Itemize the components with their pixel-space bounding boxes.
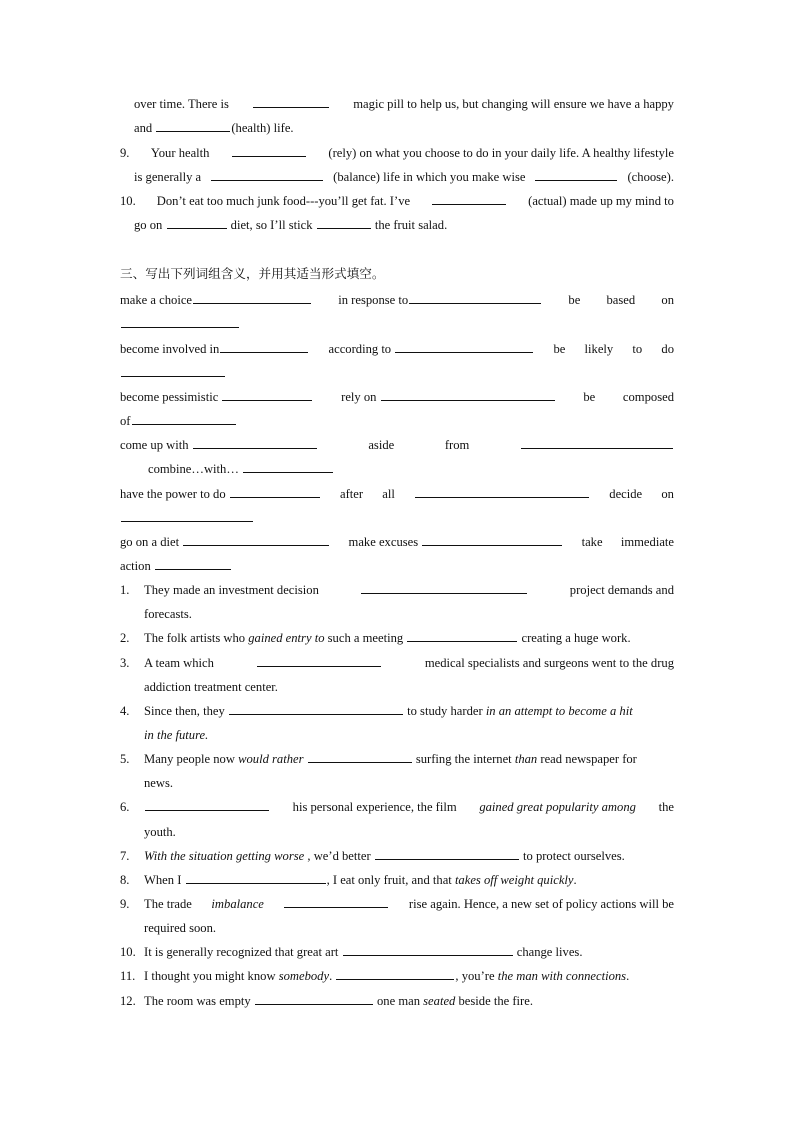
answer-blank[interactable] bbox=[521, 437, 673, 449]
phrase-word: be bbox=[568, 293, 581, 307]
question-text: The folk artists who bbox=[144, 631, 246, 645]
answer-blank[interactable] bbox=[407, 630, 517, 642]
answer-blank[interactable] bbox=[193, 292, 311, 304]
question-number: 7. bbox=[120, 849, 130, 863]
phrase-row-6b bbox=[120, 558, 794, 574]
para-line-2 bbox=[134, 120, 794, 136]
phrase: according to bbox=[328, 342, 392, 356]
key-phrase: seated bbox=[423, 994, 456, 1008]
question-9-line-2 bbox=[0, 169, 794, 185]
question-number: 10. bbox=[120, 194, 136, 208]
answer-blank[interactable] bbox=[336, 968, 454, 980]
question-9-line-1 bbox=[0, 145, 794, 161]
phrase-row-2b bbox=[120, 365, 794, 381]
phrase-row-4b bbox=[148, 461, 794, 477]
answer-blank[interactable] bbox=[535, 169, 617, 181]
phrase-word: composed bbox=[622, 390, 674, 404]
phrase: have the power to do bbox=[120, 487, 226, 501]
answer-blank[interactable] bbox=[375, 848, 519, 860]
text: (rely) on what you choose to do in your daily life. A healthy lifestyle bbox=[328, 146, 674, 160]
question-text: youth. bbox=[144, 825, 176, 839]
phrase-row-6 bbox=[0, 534, 794, 550]
question-text: medical specialists and surgeons went to the drug bbox=[424, 656, 674, 670]
question-text: Since then, they bbox=[144, 704, 225, 718]
question-text: , you’re bbox=[455, 969, 495, 983]
answer-blank[interactable] bbox=[145, 799, 269, 811]
phrase-word: of bbox=[120, 414, 131, 428]
question-text: , I eat only fruit, and that bbox=[326, 873, 452, 887]
answer-blank[interactable] bbox=[211, 169, 323, 181]
question-text: forecasts. bbox=[144, 607, 192, 621]
key-phrase: gained entry to bbox=[248, 631, 325, 645]
phrase-word: after bbox=[339, 487, 364, 501]
phrase-row-4 bbox=[0, 437, 794, 453]
question-text: They made an investment decision bbox=[144, 583, 319, 597]
answer-blank[interactable] bbox=[253, 96, 329, 108]
answer-blank[interactable] bbox=[121, 365, 225, 377]
text: diet, so I’ll stick bbox=[230, 218, 313, 232]
phrase-word: aside bbox=[368, 438, 395, 452]
phrase-word: likely bbox=[584, 342, 614, 356]
text: magic pill to help us, but changing will ensure we have a happy bbox=[353, 97, 674, 111]
phrase-row-1b bbox=[120, 316, 794, 332]
answer-blank[interactable] bbox=[222, 389, 312, 401]
key-phrase: somebody bbox=[278, 969, 330, 983]
answer-blank[interactable] bbox=[155, 558, 231, 570]
key-phrase: the man with connections bbox=[497, 969, 627, 983]
answer-blank[interactable] bbox=[361, 582, 527, 594]
text: the fruit salad. bbox=[374, 218, 448, 232]
answer-blank[interactable] bbox=[257, 655, 381, 667]
text: Your health bbox=[150, 146, 210, 160]
answer-blank[interactable] bbox=[121, 316, 239, 328]
question-text: . bbox=[573, 873, 577, 887]
answer-blank[interactable] bbox=[409, 292, 541, 304]
phrase-word: action bbox=[120, 559, 151, 573]
question-text: the bbox=[658, 800, 674, 814]
key-phrase: than bbox=[514, 752, 538, 766]
key-phrase: With the situation getting worse bbox=[144, 849, 305, 863]
question-text: I thought you might know bbox=[144, 969, 276, 983]
question-text: his personal experience, the film bbox=[292, 800, 457, 814]
question-text: read newspaper for bbox=[540, 752, 637, 766]
question-text: rise again. Hence, a new set of policy actions will be bbox=[408, 897, 674, 911]
question-number: 6. bbox=[120, 800, 130, 814]
phrase-word: from bbox=[444, 438, 470, 452]
question-number: 1. bbox=[120, 583, 130, 597]
answer-blank[interactable] bbox=[186, 872, 326, 884]
question-text: The trade bbox=[144, 897, 192, 911]
answer-blank[interactable] bbox=[132, 413, 236, 425]
question-text: . bbox=[626, 969, 630, 983]
phrase-row-5 bbox=[0, 486, 794, 502]
phrase: rely on bbox=[341, 390, 377, 404]
text: over time. There is bbox=[134, 97, 229, 111]
phrase: become pessimistic bbox=[120, 390, 219, 404]
phrase-word: immediate bbox=[620, 535, 674, 549]
answer-blank[interactable] bbox=[343, 944, 513, 956]
key-phrase: gained great popularity among bbox=[479, 800, 636, 814]
question-text: creating a huge work. bbox=[521, 631, 631, 645]
answer-blank[interactable] bbox=[121, 510, 253, 522]
question-10-line-2 bbox=[134, 217, 794, 233]
phrase-word: take bbox=[581, 535, 603, 549]
text: go on bbox=[134, 218, 163, 232]
answer-blank[interactable] bbox=[243, 461, 333, 473]
phrase: become involved in bbox=[120, 342, 220, 356]
section-heading: 三、写出下列词组含义，并用其适当形式填空。 bbox=[120, 266, 385, 281]
answer-blank[interactable] bbox=[156, 120, 230, 132]
answer-blank[interactable] bbox=[193, 437, 317, 449]
answer-blank[interactable] bbox=[255, 993, 373, 1005]
text: Don’t eat too much junk food---you’ll get fat. I’ve bbox=[156, 194, 411, 208]
phrase-word: on bbox=[661, 487, 674, 501]
answer-blank[interactable] bbox=[308, 751, 412, 763]
answer-blank[interactable] bbox=[317, 217, 371, 229]
question-text: to study harder bbox=[407, 704, 483, 718]
answer-blank[interactable] bbox=[183, 534, 329, 546]
question-text: to protect ourselves. bbox=[523, 849, 625, 863]
phrase-word: all bbox=[382, 487, 395, 501]
answer-blank[interactable] bbox=[167, 217, 227, 229]
phrase-row-3 bbox=[0, 389, 794, 405]
phrase-word: be bbox=[583, 390, 596, 404]
key-phrase: imbalance bbox=[211, 897, 264, 911]
question-text: Many people now bbox=[144, 752, 235, 766]
para-line-1 bbox=[0, 96, 794, 112]
answer-blank[interactable] bbox=[230, 486, 320, 498]
key-phrase: takes off weight quickly bbox=[454, 873, 574, 887]
question-text: , we’d better bbox=[307, 849, 371, 863]
question-text: A team which bbox=[144, 656, 214, 670]
question-text: It is generally recognized that great art bbox=[144, 945, 339, 959]
phrase-row-2 bbox=[0, 341, 794, 357]
phrase: combine…with… bbox=[148, 462, 239, 476]
answer-blank[interactable] bbox=[229, 703, 403, 715]
answer-blank[interactable] bbox=[422, 534, 562, 546]
key-phrase: in the future. bbox=[144, 728, 209, 742]
question-number: 2. bbox=[120, 631, 130, 645]
question-text: The room was empty bbox=[144, 994, 251, 1008]
question-text: news. bbox=[144, 776, 174, 790]
phrase-row-1 bbox=[0, 292, 794, 308]
question-number: 9. bbox=[120, 146, 130, 160]
phrase-word: do bbox=[661, 342, 674, 356]
answer-blank[interactable] bbox=[220, 341, 308, 353]
question-text: beside the fire. bbox=[458, 994, 533, 1008]
phrase: make excuses bbox=[348, 535, 419, 549]
text: and bbox=[134, 121, 153, 135]
phrase-word: to bbox=[632, 342, 643, 356]
answer-blank[interactable] bbox=[432, 193, 506, 205]
question-number: 5. bbox=[120, 752, 130, 766]
question-text: change lives. bbox=[516, 945, 583, 959]
text: is generally a bbox=[134, 170, 202, 184]
phrase-word: decide bbox=[609, 487, 643, 501]
answer-blank[interactable] bbox=[284, 896, 388, 908]
phrase-word: based bbox=[606, 293, 636, 307]
key-phrase: in an attempt to become a hit bbox=[485, 704, 633, 718]
question-number: 10. bbox=[120, 945, 136, 959]
question-10-line-1 bbox=[0, 193, 794, 209]
answer-blank[interactable] bbox=[395, 341, 533, 353]
question-text: required soon. bbox=[144, 921, 217, 935]
phrase-row-5b bbox=[120, 510, 794, 526]
question-text: project demands and bbox=[569, 583, 674, 597]
question-text: . bbox=[329, 969, 333, 983]
answer-blank[interactable] bbox=[381, 389, 555, 401]
question-text: When I bbox=[144, 873, 182, 887]
key-phrase: would rather bbox=[238, 752, 304, 766]
phrase: come up with bbox=[120, 438, 189, 452]
phrase: go on a diet bbox=[120, 535, 180, 549]
text: (actual) made up my mind to bbox=[528, 194, 674, 208]
answer-blank[interactable] bbox=[232, 145, 306, 157]
phrase-row-3b bbox=[120, 413, 794, 429]
question-number: 4. bbox=[120, 704, 130, 718]
text: (balance) life in which you make wise bbox=[333, 170, 526, 184]
phrase-word: be bbox=[553, 342, 566, 356]
answer-blank[interactable] bbox=[415, 486, 589, 498]
question-number: 3. bbox=[120, 656, 130, 670]
question-text: surfing the internet bbox=[415, 752, 512, 766]
question-number: 9. bbox=[120, 897, 130, 911]
question-text: addiction treatment center. bbox=[144, 680, 278, 694]
question-text: such a meeting bbox=[327, 631, 404, 645]
text: (choose). bbox=[627, 170, 674, 184]
question-number: 8. bbox=[120, 873, 130, 887]
question-number: 12. bbox=[120, 994, 136, 1008]
phrase-word: on bbox=[661, 293, 674, 307]
phrase: make a choice bbox=[120, 293, 193, 307]
question-text: one man bbox=[376, 994, 420, 1008]
phrase: in response to bbox=[338, 293, 409, 307]
question-number: 11. bbox=[120, 969, 136, 983]
text: (health) life. bbox=[231, 121, 294, 135]
